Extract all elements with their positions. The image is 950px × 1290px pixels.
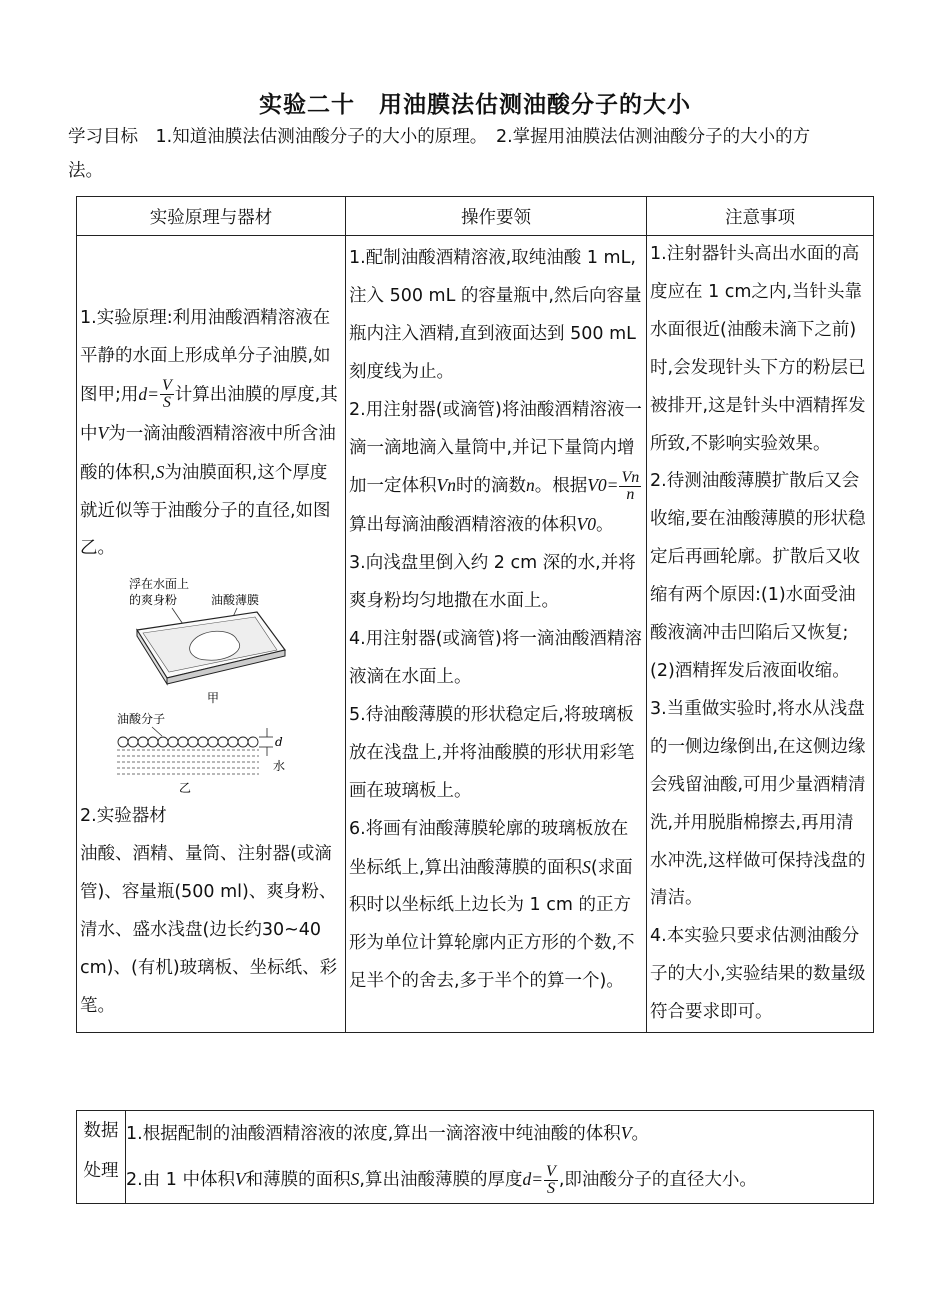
frac-numerator: V xyxy=(161,377,172,395)
var-s: S xyxy=(155,461,165,482)
frac-numerator: V xyxy=(546,1162,556,1180)
data-processing-content xyxy=(126,1111,874,1204)
header-principle: 实验原理与器材 xyxy=(77,197,346,236)
goals-line2: 法。 xyxy=(68,161,103,181)
step2-text-e: 。 xyxy=(595,515,614,536)
principle-p1c: 为一滴油酸酒精溶液中所含油酸的体积, xyxy=(80,423,336,483)
fig-b-leader xyxy=(152,727,162,736)
d2-v: V xyxy=(234,1169,246,1189)
d2-text-b: 和薄膜的面积 xyxy=(245,1170,351,1190)
d2-text-c: ,算出油酸薄膜的厚度 xyxy=(359,1170,523,1190)
step2-text-b: 时的滴数 xyxy=(455,476,526,497)
data-label-line2: 处理 xyxy=(83,1161,119,1181)
operation-step-2 xyxy=(349,392,643,546)
operation-step-5: 5.待油酸薄膜的形状稳定后,将玻璃板放在浅盘上,并将油酸膜的形状用彩笔画在玻璃板上。 xyxy=(349,704,635,801)
operation-cell xyxy=(346,236,647,1033)
d2-text-a: 2.由 1 中体积 xyxy=(126,1170,235,1190)
page-title: 实验二十 用油膜法估测油酸分子的大小 xyxy=(259,92,691,118)
fraction-v-over-s xyxy=(160,378,174,411)
fraction-v-over-s-2 xyxy=(544,1164,558,1197)
step6-text-a: 6.将画有油酸薄膜轮廓的玻璃板放在坐标纸上,算出油酸薄膜的面积 xyxy=(349,818,629,878)
note-3: 3.当重做实验时,将水从浅盘的一侧边缘倒出,在这侧边缘会残留油酸,可用少量酒精清洗,并用脱脂棉擦去,再用清水冲洗,这样做可保持浅盘的清洁。 xyxy=(650,698,866,909)
fig-a-label-film: 油酸薄膜 xyxy=(211,593,260,608)
experiment-figure xyxy=(107,570,297,796)
equipment-body: 油酸、酒精、量筒、注射器(或滴管)、容量瓶(500 ml)、爽身粉、清水、盛水浅盘(边长约30~40 cm)、(有机)玻璃板、坐标纸、彩笔。 xyxy=(80,844,338,1016)
note-2: 2.待测油酸薄膜扩散后又会收缩,要在油酸薄膜的形状稳定后再画轮廓。扩散后又收缩有两个原因:(1)水面受油酸液滴冲击凹陷后又恢复;(2)酒精挥发后液面收缩。 xyxy=(650,471,866,681)
header-operation: 操作要领 xyxy=(346,197,647,236)
d1-text-a: 1.根据配制的油酸酒精溶液的浓度,算出一滴溶液中纯油酸的体积 xyxy=(126,1124,621,1144)
step2-v0b: V0 xyxy=(576,514,596,535)
d2-d: d= xyxy=(522,1169,544,1189)
experiment-table xyxy=(76,196,874,1033)
data-label-line1: 数据 xyxy=(83,1121,119,1141)
step2-text-d: 算出每滴油酸酒精溶液的体积 xyxy=(349,515,577,536)
d2-text-d: ,即油酸分子的直径大小。 xyxy=(558,1170,757,1190)
data-processing-row xyxy=(77,1111,874,1204)
frac-denominator: n xyxy=(626,485,635,503)
fig-b-label-molecule: 油酸分子 xyxy=(117,712,166,727)
frac-denominator: S xyxy=(546,1179,555,1197)
notes-cell xyxy=(647,236,874,1033)
fraction-vn-over-n xyxy=(619,470,641,503)
fig-b-label-water: 水 xyxy=(273,759,286,774)
fig-a-label-powder2: 的爽身粉 xyxy=(129,593,178,608)
fig-a-caption: 甲 xyxy=(207,691,220,706)
step6-text-b: (求面积时以坐标纸上边长为 1 cm 的正方形为单位计算轮廓内正方形的个数,不足半个的舍去,多于半个的算一个)。 xyxy=(349,857,635,992)
principle-p1d: 为油膜面积,这个厚度就近似等于油酸分子的直径,如图乙。 xyxy=(80,462,331,559)
goals-label: 学习目标 xyxy=(68,127,138,147)
header-notes: 注意事项 xyxy=(647,197,874,236)
data-processing-table xyxy=(76,1110,874,1204)
var-v: V xyxy=(97,422,109,443)
goals-line1: 1.知道油膜法估测油酸分子的大小的原理。 2.掌握用油膜法估测油酸分子的大小的方 xyxy=(138,127,811,147)
operation-step-1: 1.配制油酸酒精溶液,取纯油酸 1 mL,注入 500 mL 的容量瓶中,然后向容量瓶内注入酒精,直到液面达到 500 mL 刻度线为止。 xyxy=(349,248,642,382)
data-step-2 xyxy=(126,1157,873,1203)
operation-step-4: 4.用注射器(或滴管)将一滴油酸酒精溶液滴在水面上。 xyxy=(349,629,642,687)
note-4: 4.本实验只要求估测油酸分子的大小,实验结果的数量级符合要求即可。 xyxy=(650,926,866,1023)
data-processing-label xyxy=(77,1111,126,1204)
fig-b-caption: 乙 xyxy=(179,781,192,796)
d2-s: S xyxy=(350,1169,360,1189)
frac-numerator: Vn xyxy=(621,468,640,486)
principle-p1a: 1.实验原理:利用油酸酒精溶液在平静的水面上形成单分子油膜,如图甲;用 xyxy=(80,308,331,405)
note-1: 1.注射器针头高出水面的高度应在 1 cm之内,当针头靠水面很近(油酸未滴下之前)时,会发现针头下方的粉层已被排开,这是针头中酒精挥发所致,不影响实验效果。 xyxy=(650,244,866,454)
principle-p1b: 计算出油膜的厚度,其中 xyxy=(80,384,338,444)
operation-step-6 xyxy=(349,811,643,1002)
principle-cell xyxy=(77,236,346,1033)
step2-text-c: 。根据 xyxy=(534,476,588,497)
formula-d: d= xyxy=(138,383,159,404)
step2-text-a: 2.用注射器(或滴管)将油酸酒精溶液一滴一滴地滴入量筒中,并记下量筒内增加一定体积 xyxy=(349,399,642,497)
step6-s: S xyxy=(582,856,591,877)
fig-a-label-powder: 浮在水面上 xyxy=(129,577,190,592)
table-header-row xyxy=(77,197,874,236)
step2-v0: V0= xyxy=(587,475,619,496)
content-row xyxy=(77,236,874,1033)
d1-v: V xyxy=(620,1123,632,1143)
tray-icon xyxy=(137,612,285,684)
fig-b-label-d: d xyxy=(275,735,283,750)
learning-goals xyxy=(68,120,880,188)
data-step-1 xyxy=(126,1111,873,1157)
step2-vn: Vn xyxy=(436,475,456,496)
step2-n: n xyxy=(525,475,535,496)
d1-text-b: 。 xyxy=(631,1124,649,1144)
operation-step-3: 3.向浅盘里倒入约 2 cm 深的水,并将爽身粉均匀地撒在水面上。 xyxy=(349,553,636,612)
frac-denominator: S xyxy=(162,394,171,412)
molecule-row-icon xyxy=(118,737,258,747)
equipment-title: 2.实验器材 xyxy=(80,806,167,827)
water-layer-icon xyxy=(117,750,259,774)
